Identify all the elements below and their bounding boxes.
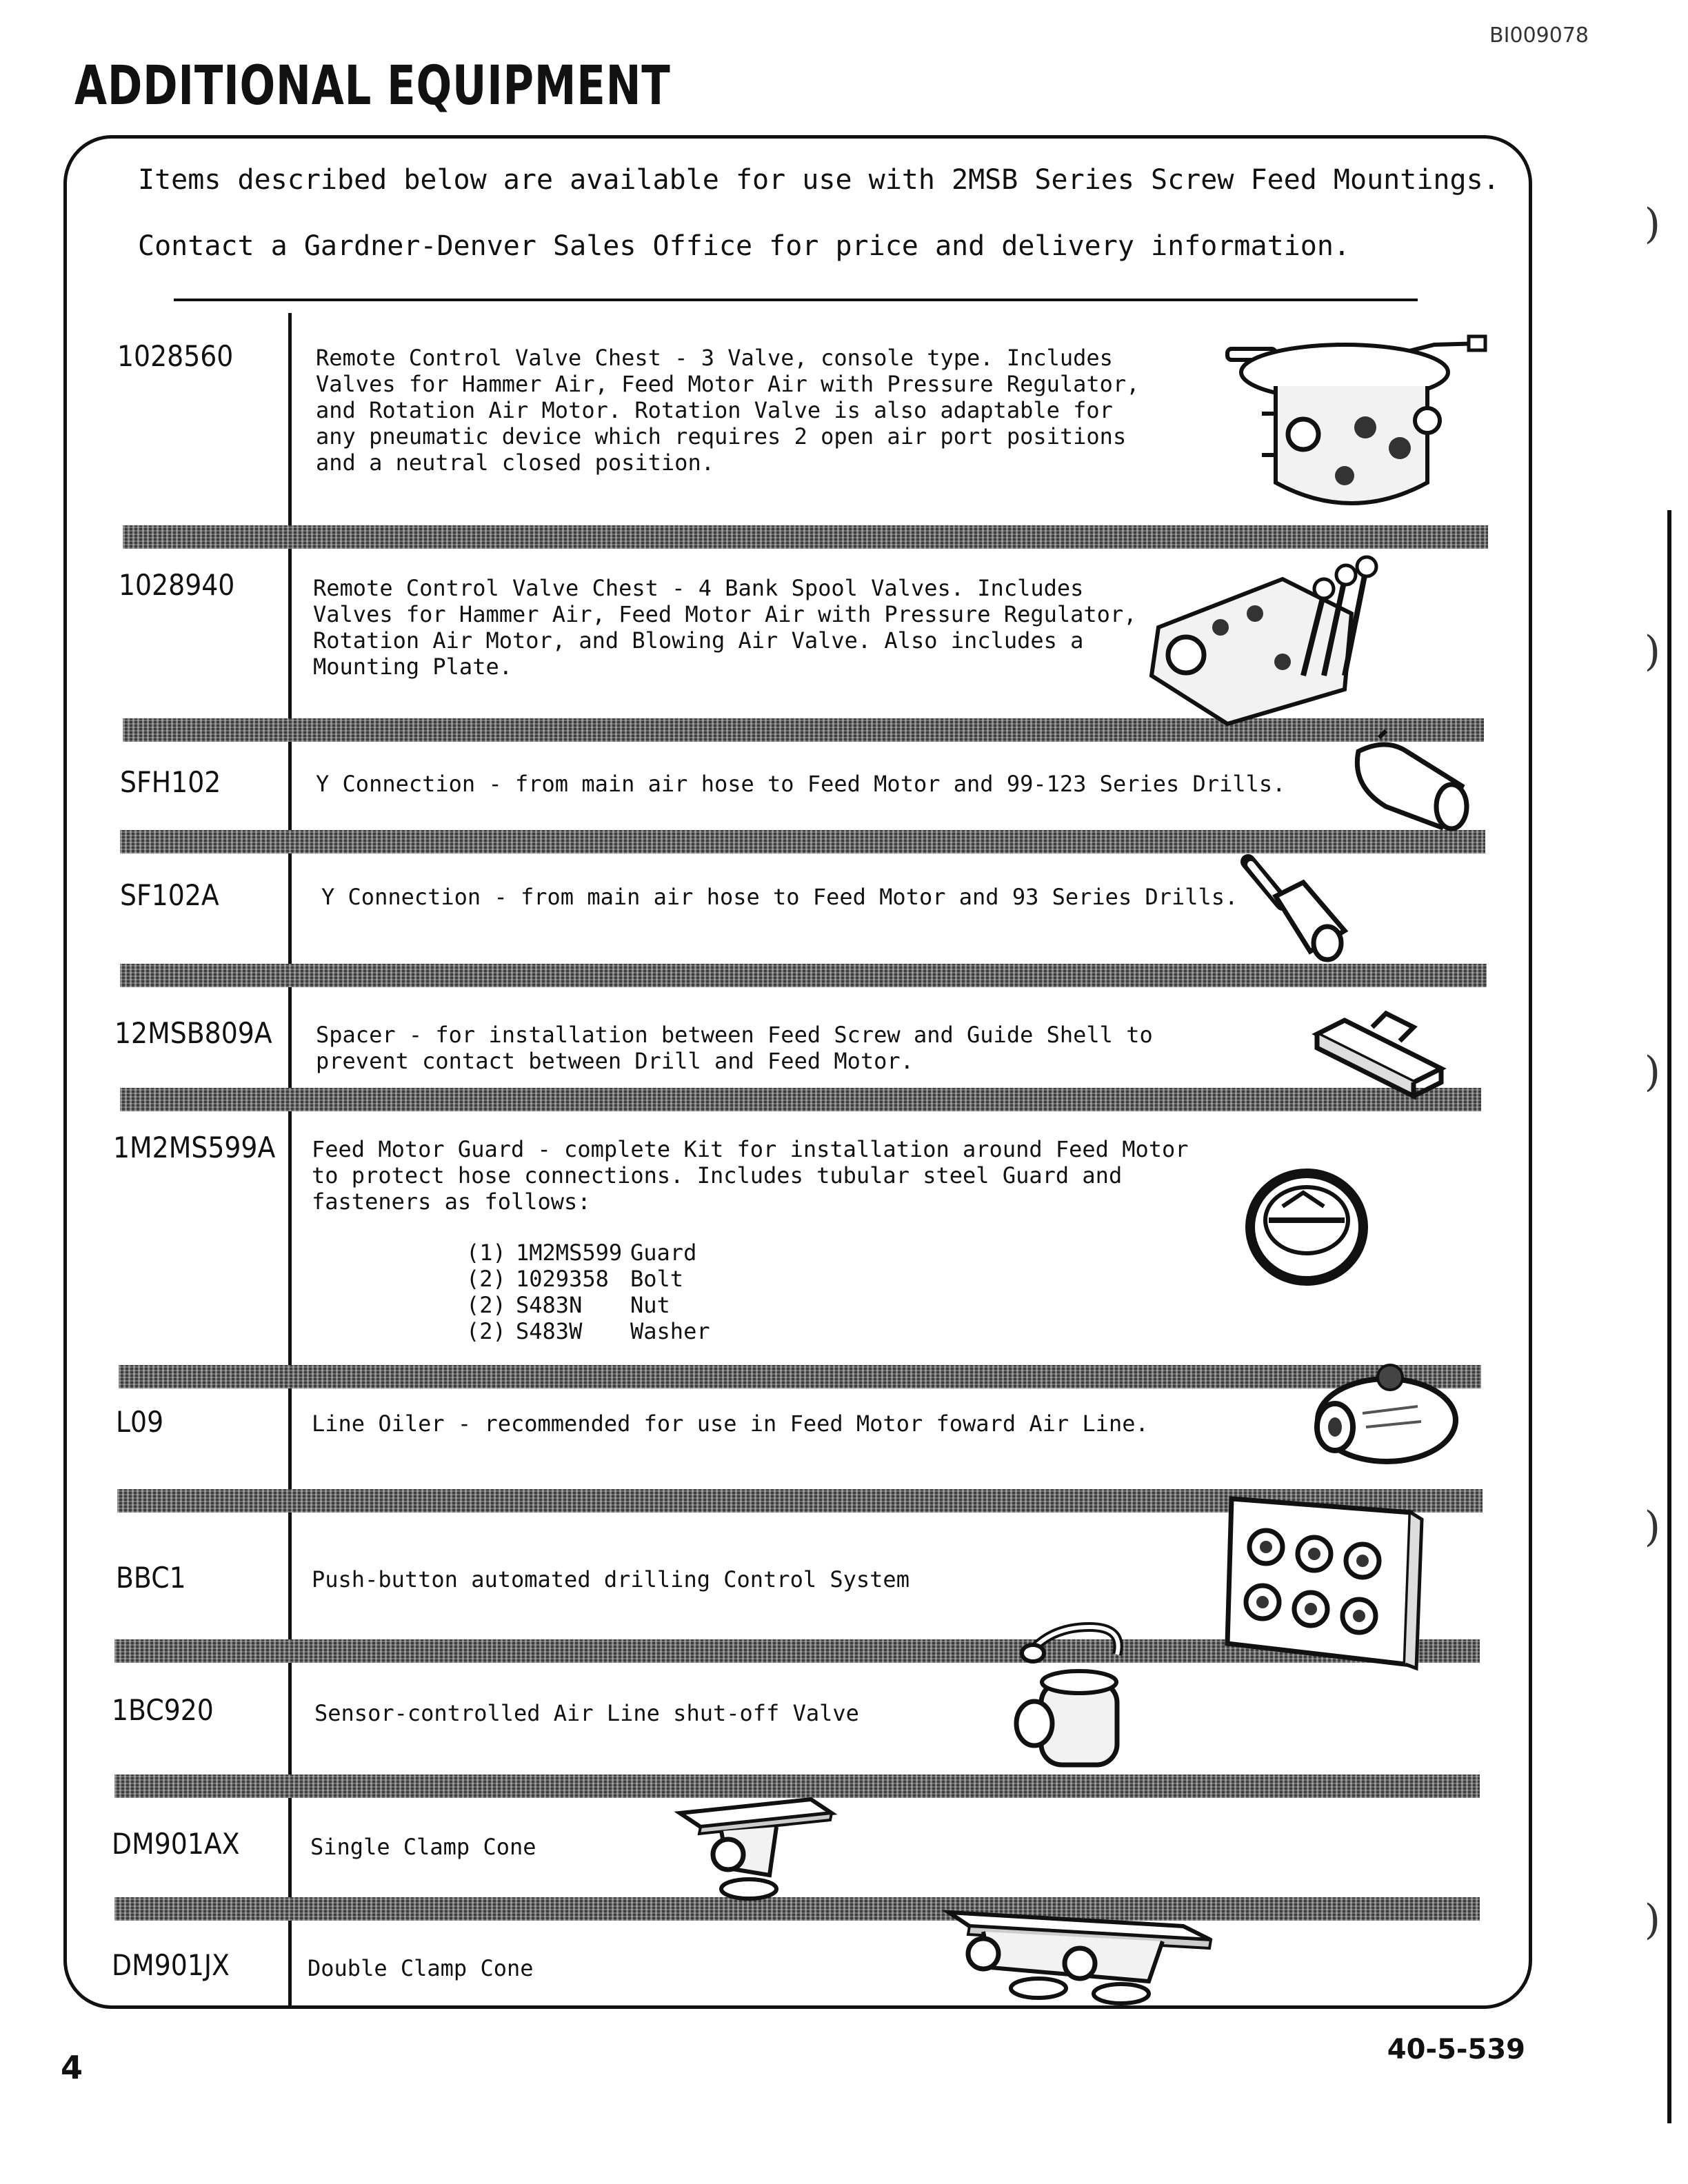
kit-qty: (2) [466, 1292, 506, 1318]
kit-list [466, 1240, 710, 1344]
row-separator [123, 525, 1488, 549]
page-edge-line [1667, 510, 1671, 2123]
description-line: Valves for Hammer Air, Feed Motor Air with Pressure Regulator, [316, 371, 1140, 397]
kit-row [466, 1292, 710, 1318]
item-description [321, 884, 1238, 910]
kit-part: S483W [516, 1318, 583, 1344]
double-clamp-cone-drawing [942, 1892, 1218, 2009]
kit-qty: (1) [466, 1240, 506, 1266]
item-code: DM901JX [112, 1948, 230, 1982]
description-line: Line Oiler - recommended for use in Feed Motor foward Air Line. [312, 1410, 1149, 1437]
page-number: 4 [61, 2049, 83, 2086]
kit-name: Bolt [630, 1266, 684, 1292]
description-line: any pneumatic device which requires 2 open air port positions [316, 423, 1127, 449]
margin-mark: ) [1644, 200, 1660, 248]
kit-name: Guard [630, 1240, 697, 1266]
description-line: Remote Control Valve Chest - 3 Valve, console type. Includes [316, 345, 1113, 371]
item-description [316, 345, 1139, 476]
row-separator [120, 964, 1487, 987]
single-clamp-cone-drawing [673, 1786, 838, 1903]
item-description [312, 1410, 1149, 1437]
margin-mark: ) [1644, 627, 1660, 676]
description-line: Push-button automated drilling Control System [312, 1566, 910, 1593]
kit-row [466, 1240, 710, 1266]
column-divider [288, 313, 292, 2006]
kit-row [466, 1266, 710, 1292]
description-line: Valves for Hammer Air, Feed Motor Air with Pressure Regulator, [313, 601, 1137, 627]
shutoff-valve-drawing [1007, 1613, 1131, 1786]
margin-mark: ) [1644, 1048, 1660, 1096]
item-description [312, 1136, 1189, 1215]
item-description [312, 1566, 910, 1593]
feed-motor-guard-drawing [1241, 1165, 1372, 1289]
item-code: SF102A [120, 878, 219, 912]
item-code: SFH102 [120, 765, 221, 799]
y-connection-drawing [1345, 724, 1476, 834]
row-separator [119, 1365, 1481, 1388]
description-line: Single Clamp Cone [310, 1834, 536, 1860]
document-id: BI009078 [1489, 23, 1589, 48]
spacer-drawing [1310, 1007, 1462, 1117]
margin-mark: ) [1644, 1503, 1660, 1551]
description-line: Rotation Air Motor, and Blowing Air Valve. Also includes a [313, 627, 1084, 654]
kit-qty: (2) [466, 1266, 506, 1292]
item-code: L09 [116, 1405, 164, 1439]
page-heading: ADDITIONAL EQUIPMENT [74, 55, 671, 117]
valve-chest-3-valve-drawing [1220, 331, 1489, 524]
item-code: BBC1 [116, 1561, 186, 1595]
y-connection-angled-drawing [1234, 848, 1358, 965]
description-line: prevent contact between Drill and Feed Motor. [316, 1048, 914, 1074]
kit-name: Nut [630, 1292, 670, 1318]
item-description [310, 1834, 536, 1860]
intro-line-1: Items described below are available for use with 2MSB Series Screw Feed Mountings. [138, 164, 1500, 196]
item-code: 1028940 [119, 568, 235, 602]
kit-qty: (2) [466, 1318, 506, 1344]
item-code: 1M2MS599A [113, 1131, 276, 1164]
kit-name: Washer [630, 1318, 710, 1344]
description-line: Spacer - for installation between Feed Screw and Guide Shell to [316, 1022, 1153, 1048]
kit-part: S483N [516, 1292, 583, 1318]
description-line: Remote Control Valve Chest - 4 Bank Spool Valves. Includes [313, 575, 1084, 601]
description-line: Mounting Plate. [313, 654, 512, 680]
description-line: and a neutral closed position. [316, 449, 714, 476]
description-line: Feed Motor Guard - complete Kit for installation around Feed Motor [312, 1136, 1189, 1162]
intro-rule [174, 299, 1418, 301]
item-description [313, 575, 1136, 680]
line-oiler-drawing [1307, 1358, 1466, 1475]
item-description [308, 1955, 534, 1981]
row-separator [120, 1088, 1481, 1111]
control-panel-drawing [1225, 1492, 1425, 1671]
margin-mark: ) [1644, 1896, 1660, 1944]
description-line: Sensor-controlled Air Line shut-off Valve [314, 1700, 859, 1726]
intro-line-2: Contact a Gardner-Denver Sales Office for price and delivery information. [138, 230, 1350, 262]
item-code: DM901AX [112, 1827, 240, 1861]
description-line: to protect hose connections. Includes tubular steel Guard and [312, 1162, 1123, 1189]
description-line: Y Connection - from main air hose to Feed Motor and 93 Series Drills. [321, 884, 1238, 910]
item-code: 1BC920 [112, 1693, 214, 1727]
valve-chest-4-bank-drawing [1145, 552, 1407, 731]
item-code: 12MSB809A [114, 1016, 272, 1050]
description-line: fasteners as follows: [312, 1189, 591, 1215]
publication-number: 40-5-539 [1387, 2034, 1525, 2065]
kit-row [466, 1318, 710, 1344]
item-description [314, 1700, 859, 1726]
item-description [316, 771, 1285, 797]
description-line: Y Connection - from main air hose to Feed Motor and 99-123 Series Drills. [316, 771, 1286, 797]
description-line: and Rotation Air Motor. Rotation Valve is also adaptable for [316, 397, 1113, 423]
kit-part: 1M2MS599 [516, 1240, 623, 1266]
item-description [316, 1022, 1153, 1074]
item-code: 1028560 [117, 339, 234, 373]
kit-part: 1029358 [516, 1266, 609, 1292]
description-line: Double Clamp Cone [308, 1955, 534, 1981]
